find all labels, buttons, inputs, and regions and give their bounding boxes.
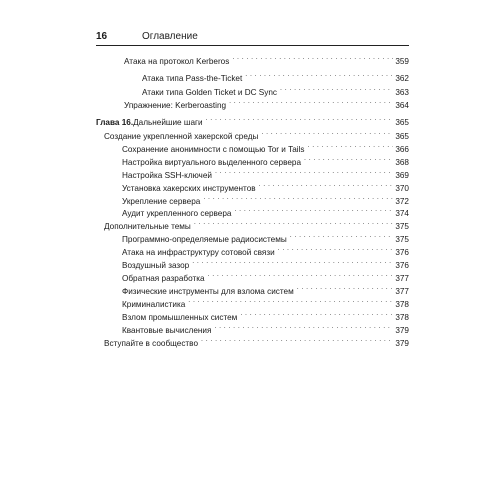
toc-entry-title: Квантовые вычисления [122, 326, 212, 335]
toc-page-number: 369 [395, 171, 409, 180]
toc-entry [104, 129, 409, 142]
toc-entry-title: Создание укрепленной хакерской среды [104, 132, 259, 141]
toc-page-number: 363 [395, 88, 409, 97]
toc-page-number: 365 [395, 118, 409, 127]
dot-leader [201, 336, 393, 346]
toc-entry-title: Атаки типа Golden Ticket и DC Sync [142, 88, 277, 97]
toc-entry [124, 98, 409, 111]
toc-entry-title: Аудит укрепленного сервера [122, 209, 232, 218]
toc-page-number: 377 [395, 274, 409, 283]
toc-page-number: 379 [395, 339, 409, 348]
toc-page-number: 376 [395, 261, 409, 270]
dot-leader [304, 155, 393, 165]
toc-entry [104, 219, 409, 232]
toc-page-number: 365 [395, 132, 409, 141]
toc-entry-title: Атака на инфраструктуру сотовой связи [122, 248, 275, 257]
toc-entry-title: Настройка виртуального выделенного сервера [122, 158, 302, 167]
toc-page-number: 375 [395, 235, 409, 244]
toc-entry [122, 258, 409, 271]
toc-page-number: 372 [395, 197, 409, 206]
dot-leader [280, 85, 393, 95]
toc-page-number: 379 [395, 326, 409, 335]
toc-entry-title: Криминалистика [122, 300, 186, 309]
toc-page-number: 378 [395, 300, 409, 309]
toc-entry-title: Глава 16. [96, 118, 134, 127]
toc-entry [124, 54, 409, 67]
toc-entry [122, 168, 409, 181]
dot-leader [203, 194, 393, 204]
dot-leader [261, 129, 393, 139]
toc-page-number: 366 [395, 145, 409, 154]
dot-leader [215, 168, 393, 178]
toc-page-number: 368 [395, 158, 409, 167]
toc-page-number: 376 [395, 248, 409, 257]
dot-leader [278, 245, 394, 255]
toc-page-number: 359 [395, 57, 409, 66]
toc-page-number: 370 [395, 184, 409, 193]
toc-chapter-title: Дальнейшие шаги [133, 118, 203, 127]
toc-page-number: 364 [395, 101, 409, 110]
toc-entry [122, 206, 409, 219]
dot-leader [290, 232, 394, 242]
toc-entry-title: Программно-определяемые радиосистемы [122, 235, 287, 244]
dot-leader [188, 297, 393, 307]
toc-entry-title: Физические инструменты для взлома систем [122, 287, 294, 296]
toc-entry-title: Дополнительные темы [104, 222, 191, 231]
toc-entry-title: Сохранение анонимности с помощью Tor и Tails [122, 145, 305, 154]
toc-entry-title: Установка хакерских инструментов [122, 184, 256, 193]
toc-entry [122, 155, 409, 168]
toc-entry [122, 297, 409, 310]
toc-entry [122, 310, 409, 323]
dot-leader [208, 271, 394, 281]
dot-leader [229, 98, 393, 108]
toc-entry-title: Упражнение: Kerberoasting [124, 101, 227, 110]
toc-entry [122, 284, 409, 297]
toc-entry-title: Взлом промышленных систем [122, 313, 238, 322]
toc-entry-title: Укрепление сервера [122, 197, 201, 206]
dot-leader [214, 323, 393, 333]
toc-entry [104, 336, 409, 349]
toc-entry [142, 71, 409, 84]
toc-page-number: 375 [395, 222, 409, 231]
dot-leader [206, 115, 394, 125]
toc-entry-title: Настройка SSH-ключей [122, 171, 212, 180]
toc-entry [122, 181, 409, 194]
toc-chapter-entry [96, 115, 409, 128]
page-number: 16 [96, 31, 108, 42]
toc-page-number: 378 [395, 313, 409, 322]
toc-entry [122, 232, 409, 245]
toc-page-number: 362 [395, 74, 409, 83]
dot-leader [297, 284, 394, 294]
toc-entry [122, 271, 409, 284]
dot-leader [232, 54, 393, 64]
dot-leader [194, 219, 394, 229]
dot-leader [308, 142, 394, 152]
toc-entry [122, 142, 409, 155]
toc-entry-title: Воздушный зазор [122, 261, 190, 270]
dot-leader [234, 206, 393, 216]
toc-page-number: 374 [395, 209, 409, 218]
dot-leader [245, 71, 393, 81]
dot-leader [192, 258, 393, 268]
dot-leader [259, 181, 394, 191]
running-header [96, 31, 409, 46]
dot-leader [240, 310, 393, 320]
toc-entry-title: Обратная разработка [122, 274, 205, 283]
toc-page-number: 377 [395, 287, 409, 296]
running-title: Оглавление [142, 31, 198, 42]
toc-entry [122, 323, 409, 336]
toc-entry-title: Атака на протокол Kerberos [124, 57, 230, 66]
toc-entry [122, 245, 409, 258]
toc-entry-title: Атака типа Pass-the-Ticket [142, 74, 243, 83]
toc-entry [142, 85, 409, 98]
toc-entry-title: Вступайте в сообщество [104, 339, 198, 348]
